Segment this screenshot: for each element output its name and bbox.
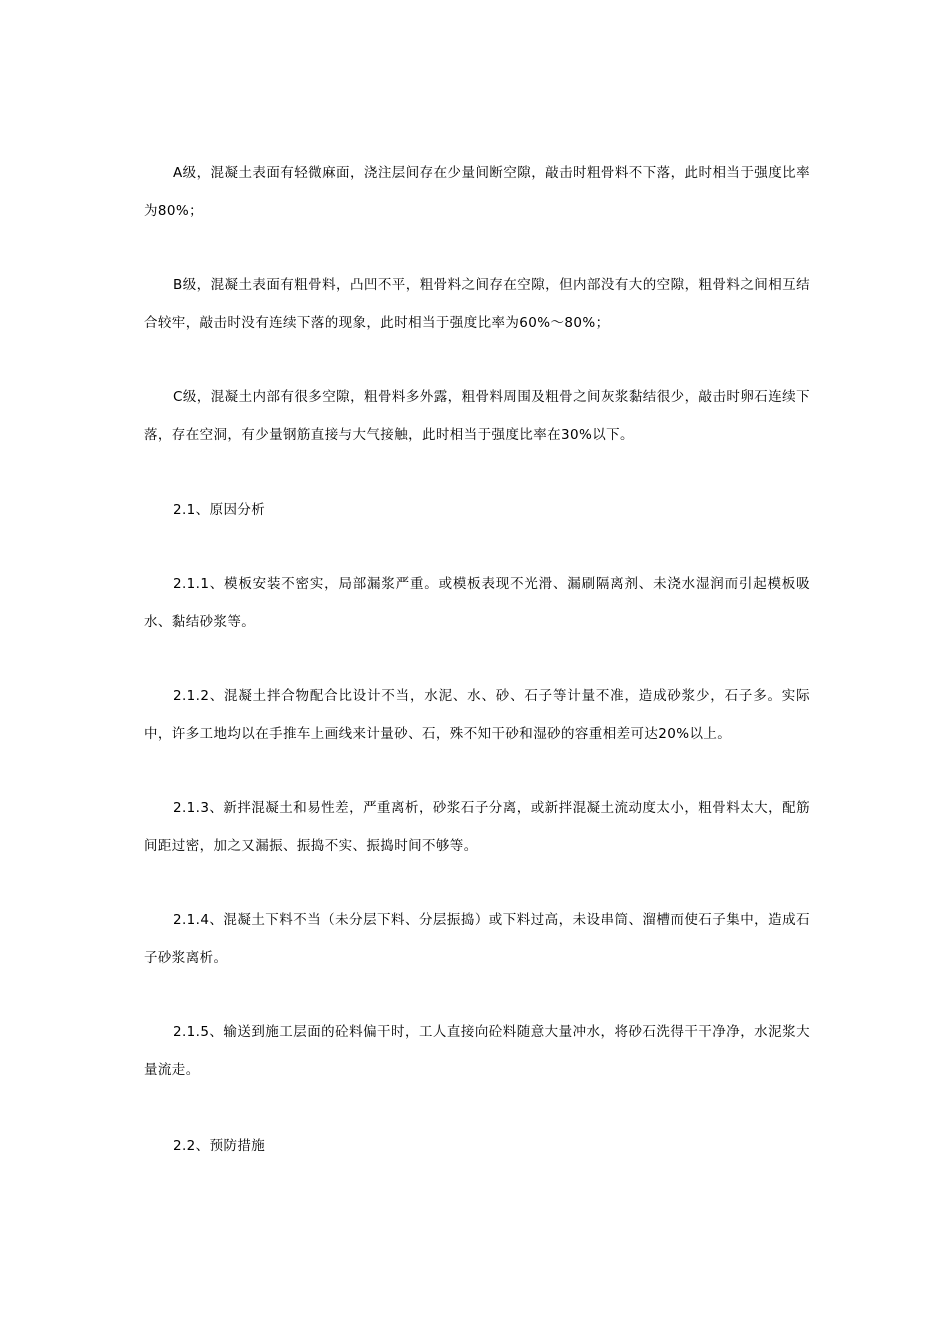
grade-c-paragraph: C级，混凝土内部有很多空隙，粗骨料多外露，粗骨料周围及粗骨之间灰浆黏结很少，敲击时卵石连续下落，存在空洞，有少量钢筋直接与大气接触，此时相当于强度比率在30%以下。 — [144, 389, 810, 443]
section-heading-2-2: 2.2、预防措施 — [173, 1138, 266, 1154]
grade-b-paragraph: B级，混凝土表面有粗骨料，凸凹不平，粗骨料之间存在空隙，但内部没有大的空隙，粗骨料之间相互结合较牢，敲击时没有连续下落的现象，此时相当于强度比率为60%～80%； — [144, 277, 810, 331]
section-heading-2-1: 2.1、原因分析 — [173, 502, 266, 518]
cause-item-2-1-1: 2.1.1、模板安装不密实，局部漏浆严重。或模板表现不光滑、漏刷隔离剂、未浇水湿润而引起模板吸水、黏结砂浆等。 — [144, 576, 810, 630]
grade-a-paragraph: A级，混凝土表面有轻微麻面，浇注层间存在少量间断空隙，敲击时粗骨料不下落，此时相当于强度比率为80%； — [144, 165, 810, 219]
cause-item-2-1-3: 2.1.3、新拌混凝土和易性差，严重离析，砂浆石子分离，或新拌混凝土流动度太小，粗骨料太大，配筋间距过密，加之又漏振、振捣不实、振捣时间不够等。 — [144, 800, 810, 854]
cause-item-2-1-4: 2.1.4、混凝土下料不当（未分层下料、分层振捣）或下料过高，未设串筒、溜槽而使石子集中，造成石子砂浆离析。 — [144, 912, 810, 966]
cause-item-2-1-2: 2.1.2、混凝土拌合物配合比设计不当，水泥、水、砂、石子等计量不准，造成砂浆少，石子多。实际中，许多工地均以在手推车上画线来计量砂、石，殊不知干砂和湿砂的容重相差可达20%以上。 — [144, 688, 810, 742]
cause-item-2-1-5: 2.1.5、输送到施工层面的砼料偏干时，工人直接向砼料随意大量冲水，将砂石洗得干干净净，水泥浆大量流走。 — [144, 1024, 810, 1078]
